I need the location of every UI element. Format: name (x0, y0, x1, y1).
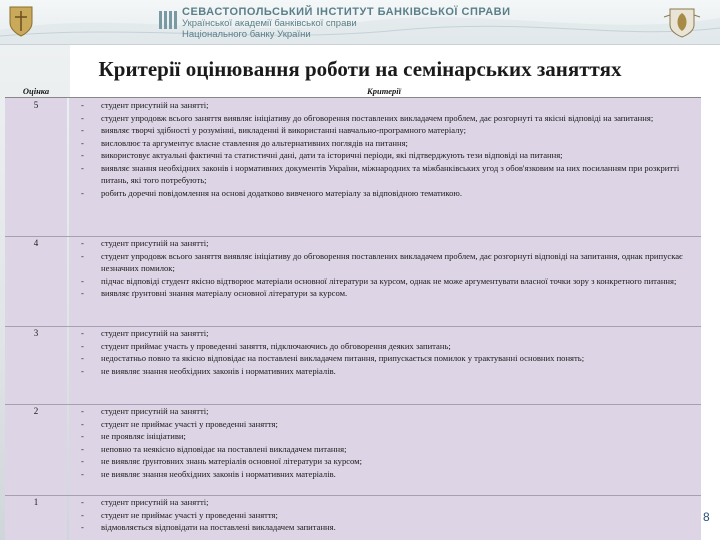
list-item (69, 149, 699, 162)
institute-subtitle-line-2: Національного банку України (182, 29, 311, 40)
bullet-dash: - (81, 150, 84, 161)
criterion-text: відмовляється відповідати на поставлені викладачем запитання. (101, 522, 336, 533)
bullet-dash: - (81, 238, 84, 248)
criterion-text: виявляє знання необхідних законів і нормативних документів України, міжнародних та міжбанківських угод з обов'язковим на них посиланням при розкритті питань, які того потребують; (101, 162, 680, 186)
list-item (69, 509, 699, 522)
bullet-dash: - (81, 365, 84, 376)
header-separator (0, 44, 720, 45)
bullet-dash: - (81, 275, 84, 286)
list-item (69, 496, 699, 509)
criterion-text: студент присутній на занятті; (101, 406, 209, 416)
bullet-dash: - (81, 468, 84, 479)
criterion-text: висловлює та аргументує власне ставлення до альтернативних поглядів на питання; (101, 137, 408, 148)
grade-value: 3 (33, 328, 39, 338)
institute-subtitle-line-1: Української академії банківської справи (182, 18, 357, 29)
bullet-dash: - (81, 353, 84, 364)
criteria-table (5, 84, 701, 540)
criteria-list (69, 327, 699, 377)
criteria-list (69, 496, 699, 534)
list-item (69, 237, 699, 250)
criterion-text: студент упродовж всього заняття виявляє ініціативу до обговорення поставлених викладачем проблем, дає розгорнуті відповіді на запитання, однак припускає незначних помилок; (101, 250, 683, 274)
criteria-list (69, 99, 699, 199)
criterion-text: студент присутній на занятті; (101, 238, 209, 248)
list-item (69, 352, 699, 365)
list-item (69, 340, 699, 353)
bullet-dash: - (81, 288, 84, 299)
list-item (69, 418, 699, 431)
page-title: Критерії оцінювання роботи на семінарських заняттях (98, 57, 622, 81)
criterion-text: студент упродовж всього заняття виявляє ініціативу до обговорення поставлених викладачем проблем, дає розгорнуті та якісні відповіді на запитання; (101, 112, 654, 123)
criterion-text: студент не приймає участі у проведенні заняття; (101, 418, 278, 429)
grade-value: 1 (33, 497, 39, 507)
bullet-dash: - (81, 522, 84, 533)
criterion-text: студент присутній на занятті; (101, 100, 209, 110)
institute-name: СЕВАСТОПОЛЬСЬКИЙ ІНСТИТУТ БАНКІВСЬКОЇ СПРАВИ (182, 6, 511, 18)
bullet-dash: - (81, 328, 84, 338)
grade-value: 5 (33, 100, 39, 110)
bullet-dash: - (81, 340, 84, 351)
bullet-dash: - (81, 112, 84, 123)
grade-value: 2 (33, 406, 39, 416)
criterion-text: студент приймає участь у проведенні заняття, підключаючись до обговорення деяких запитань; (101, 340, 451, 351)
bullet-dash: - (81, 497, 84, 507)
list-item (69, 443, 699, 456)
bullet-dash: - (81, 162, 84, 173)
criterion-text: виявляє ґрунтовні знання матеріалу основної літератури за курсом. (101, 288, 348, 299)
criterion-text: не виявляє знання необхідних законів і нормативних матеріалів. (101, 365, 336, 376)
list-item (69, 468, 699, 481)
bullet-dash: - (81, 431, 84, 442)
criteria-list (69, 405, 699, 480)
bullet-dash: - (81, 137, 84, 148)
bullet-dash: - (81, 187, 84, 198)
bank-emblem-icon (662, 3, 702, 39)
institute-header (0, 0, 720, 44)
criteria-column-header: Критерії (367, 86, 401, 96)
table-header (5, 84, 701, 98)
list-item (69, 327, 699, 340)
bullet-dash: - (81, 250, 84, 261)
bullet-dash: - (81, 509, 84, 520)
grade-column-header: Оцінка (22, 86, 50, 96)
criterion-text: студент не приймає участі у проведенні заняття; (101, 509, 278, 520)
criterion-text: не виявляє ґрунтовних знань матеріалів основної літератури за курсом; (101, 456, 363, 467)
criterion-text: підчас відповіді студент якісно відтворює матеріали основної літератури за курсом, однак не може аргументувати власної точки зору з конкретного питання; (101, 275, 677, 286)
page-number: 8 (703, 510, 710, 524)
bullet-dash: - (81, 125, 84, 136)
criterion-text: студент присутній на занятті; (101, 497, 209, 507)
bullet-dash: - (81, 100, 84, 110)
criterion-text: використовує актуальні фактичні та статистичні дані, дати та історичні періоди, які підтверджують тези відповіді на питання; (101, 150, 563, 161)
list-item (69, 365, 699, 378)
list-item (69, 455, 699, 468)
bullet-dash: - (81, 456, 84, 467)
list-item (69, 521, 699, 534)
list-item (69, 287, 699, 300)
list-item (69, 405, 699, 418)
list-item (69, 430, 699, 443)
institute-logo-icon (158, 9, 178, 31)
list-item (69, 187, 699, 200)
list-item (69, 137, 699, 150)
criteria-list (69, 237, 699, 300)
criterion-text: недостатньо повно та якісно відповідає на поставлені викладачем питання, припускається помилок у трактуванні основних понять; (101, 353, 585, 364)
coat-of-arms-icon (6, 3, 36, 39)
list-item (69, 124, 699, 137)
criterion-text: не проявляє ініціативи; (101, 431, 186, 442)
criterion-text: студент присутній на занятті; (101, 328, 209, 338)
criterion-text: не виявляє знання необхідних законів і нормативних матеріалів. (101, 468, 336, 479)
criterion-text: виявляє творчі здібності у розумінні, викладенні й використанні навчально-програмного матеріалу; (101, 125, 466, 136)
bullet-dash: - (81, 443, 84, 454)
list-item (69, 112, 699, 125)
grade-column-background (5, 98, 67, 540)
criterion-text: робить доречні повідомлення на основі додатково вивченого матеріалу за відповідною тематикою. (101, 187, 462, 198)
list-item (69, 162, 699, 187)
grade-value: 4 (33, 238, 39, 248)
bullet-dash: - (81, 418, 84, 429)
list-item (69, 250, 699, 275)
list-item (69, 99, 699, 112)
criterion-text: неповно та неякісно відповідає на поставлені викладачем питання; (101, 443, 347, 454)
bullet-dash: - (81, 406, 84, 416)
list-item (69, 275, 699, 288)
